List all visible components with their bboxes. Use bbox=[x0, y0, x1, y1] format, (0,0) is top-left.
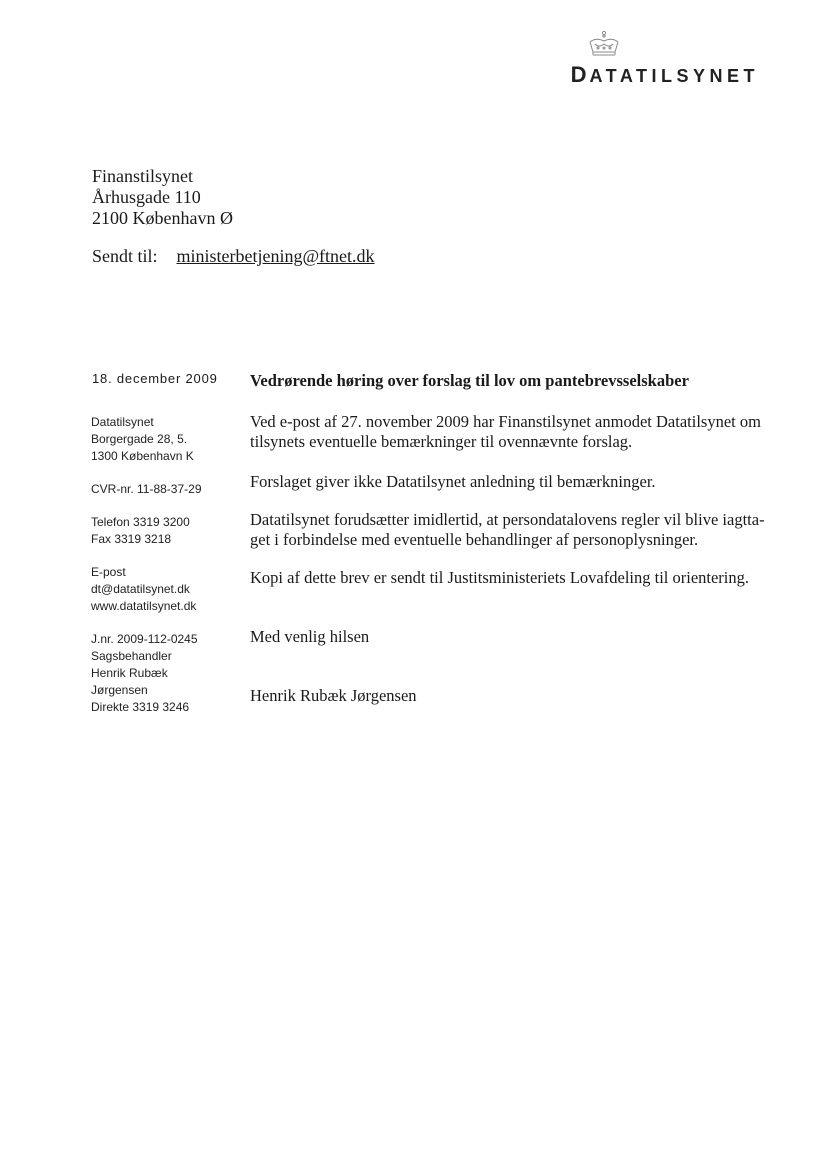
sender-name: Datatilsynet bbox=[91, 415, 154, 429]
sender-email: dt@datatilsynet.dk bbox=[91, 582, 190, 596]
case-handler-first-name: Henrik Rubæk bbox=[91, 666, 168, 680]
sent-to-label: Sendt til: bbox=[92, 246, 158, 266]
journal-number: J.nr. 2009-112-0245 bbox=[91, 632, 198, 646]
closing: Med venlig hilsen bbox=[250, 627, 370, 646]
paragraph-4: Kopi af dette brev er sendt til Justitsministeriets Lovafdeling til orientering. bbox=[250, 568, 750, 587]
paragraph-2: Forslaget giver ikke Datatilsynet anledning til bemærkninger. bbox=[250, 472, 656, 491]
sender-cvr: CVR-nr. 11-88-37-29 bbox=[91, 482, 202, 496]
case-handler-last-name: Jørgensen bbox=[91, 683, 148, 697]
direct-phone: Direkte 3319 3246 bbox=[91, 700, 190, 714]
crown-icon bbox=[587, 30, 621, 60]
sender-address bbox=[91, 414, 194, 465]
recipient-address bbox=[92, 166, 233, 229]
sender-email-label: E-post bbox=[91, 565, 126, 579]
sent-to-line bbox=[92, 246, 375, 267]
paragraph-1 bbox=[250, 412, 780, 452]
paragraph-1-line-1: Ved e-post af 27. november 2009 har Finanstilsynet anmodet Datatilsynet om bbox=[250, 412, 761, 431]
letter-subject: Vedrørende høring over forslag til lov om pantebrevsselskaber bbox=[250, 371, 689, 390]
sender-contact-block bbox=[91, 564, 196, 615]
sender-website: www.datatilsynet.dk bbox=[91, 599, 197, 613]
paragraph-1-line-2: tilsynets eventuelle bemærkninger til ovennævnte forslag. bbox=[250, 432, 633, 451]
sender-street: Borgergade 28, 5. bbox=[91, 432, 188, 446]
sender-fax: Fax 3319 3218 bbox=[91, 532, 172, 546]
sender-city: 1300 København K bbox=[91, 449, 194, 463]
recipient-street: Århusgade 110 bbox=[92, 187, 201, 207]
recipient-name: Finanstilsynet bbox=[92, 166, 194, 186]
paragraph-3-line-2: get i forbindelse med eventuelle behandlinger af personoplysninger. bbox=[250, 530, 699, 549]
letter-date: 18. december 2009 bbox=[92, 371, 218, 386]
case-handler-label: Sagsbehandler bbox=[91, 649, 172, 663]
paragraph-3-line-1: Datatilsynet forudsætter imidlertid, at persondatalovens regler vil blive iagtta- bbox=[250, 510, 765, 529]
recipient-city: 2100 København Ø bbox=[92, 208, 233, 228]
organization-logo: DATATILSYNET bbox=[570, 62, 759, 87]
sent-to-email-link[interactable]: ministerbetjening@ftnet.dk bbox=[176, 246, 375, 266]
sender-phone: Telefon 3319 3200 bbox=[91, 515, 190, 529]
case-info-block bbox=[91, 631, 198, 716]
sender-phone-block bbox=[91, 514, 190, 548]
paragraph-3 bbox=[250, 510, 780, 550]
signature-name: Henrik Rubæk Jørgensen bbox=[250, 686, 417, 705]
